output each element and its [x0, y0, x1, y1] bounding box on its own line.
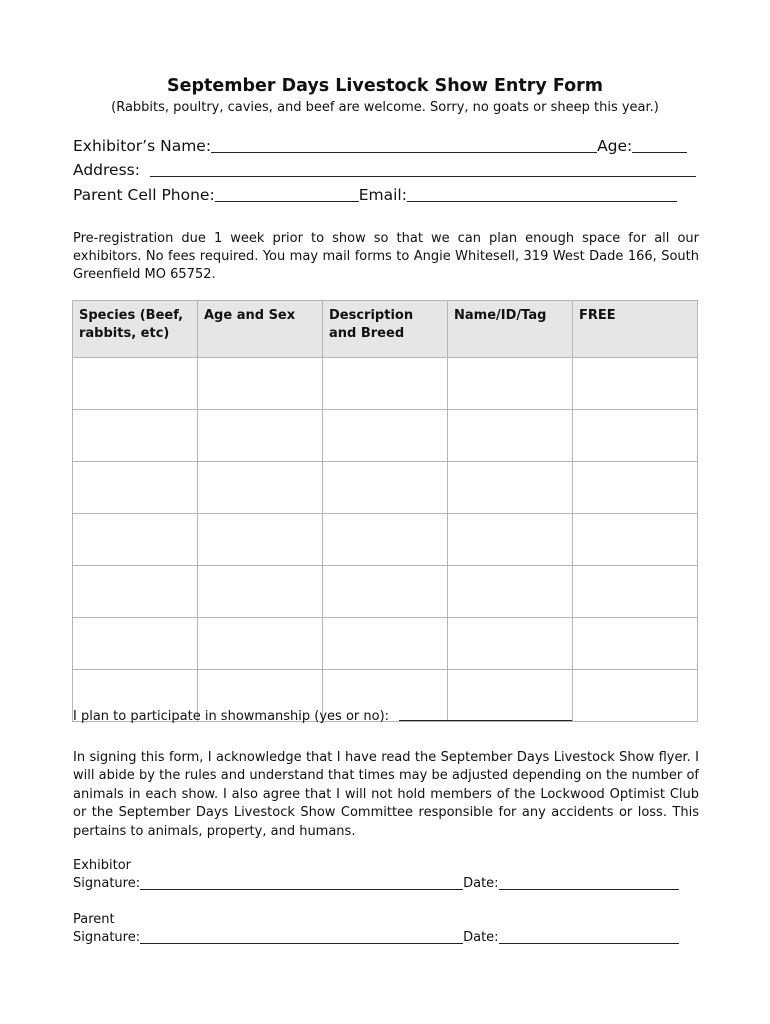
- exhibitor-date-field[interactable]: [499, 877, 679, 890]
- table-cell[interactable]: [573, 410, 698, 462]
- address-row: [73, 160, 696, 179]
- table-cell[interactable]: [198, 566, 323, 618]
- table-row: [73, 462, 698, 514]
- table-row: [73, 618, 698, 670]
- exhibitor-role-label: Exhibitor: [73, 858, 132, 873]
- table-cell[interactable]: [323, 358, 448, 410]
- table-cell[interactable]: [448, 410, 573, 462]
- parent-role-label: Parent: [73, 912, 115, 927]
- exhibitor-name-row: [73, 136, 687, 155]
- table-cell[interactable]: [198, 514, 323, 566]
- table-row: [73, 358, 698, 410]
- parent-signature-label: Signature:: [73, 930, 141, 945]
- parent-date-field[interactable]: [499, 931, 679, 944]
- exhibitor-signature-label: Signature:: [73, 876, 141, 891]
- parent-signature-field[interactable]: [140, 931, 463, 944]
- header-free: FREE: [573, 301, 698, 358]
- table-cell[interactable]: [573, 670, 698, 722]
- table-cell[interactable]: [73, 462, 198, 514]
- table-cell[interactable]: [448, 514, 573, 566]
- table-cell[interactable]: [448, 462, 573, 514]
- showmanship-label: I plan to participate in showmanship (yes or no):: [73, 709, 390, 724]
- table-cell[interactable]: [573, 566, 698, 618]
- parent-signature-block: [73, 911, 679, 947]
- parent-phone-field[interactable]: [215, 185, 359, 202]
- table-cell[interactable]: [73, 358, 198, 410]
- exhibitor-name-field[interactable]: [211, 136, 597, 153]
- table-header-row: [73, 301, 698, 358]
- table-row: [73, 410, 698, 462]
- table-cell[interactable]: [448, 566, 573, 618]
- contact-row: [73, 185, 677, 204]
- form-title: September Days Livestock Show Entry Form: [166, 76, 604, 96]
- exhibitor-signature-block: [73, 857, 679, 893]
- showmanship-field[interactable]: [399, 708, 572, 721]
- table-cell[interactable]: [198, 410, 323, 462]
- age-field[interactable]: [632, 136, 687, 153]
- parent-signature-row: [73, 929, 679, 947]
- preregistration-note: Pre-registration due 1 week prior to show so that we can plan enough space for all our exhibitors. No fees required. You may mail forms to Angie Whitesell, 319 West Dade 166, South Greenfield MO 65752.: [73, 231, 699, 282]
- table-cell[interactable]: [198, 618, 323, 670]
- table-cell[interactable]: [73, 618, 198, 670]
- email-field[interactable]: [407, 185, 677, 202]
- exhibitor-name-label: Exhibitor’s Name:: [73, 137, 212, 155]
- parent-phone-label: Parent Cell Phone:: [73, 186, 215, 204]
- table-cell[interactable]: [323, 462, 448, 514]
- table-cell[interactable]: [323, 514, 448, 566]
- form-subtitle: (Rabbits, poultry, cavies, and beef are welcome. Sorry, no goats or sheep this year.): [111, 100, 659, 115]
- showmanship-row: [73, 708, 572, 724]
- table-cell[interactable]: [323, 410, 448, 462]
- table-cell[interactable]: [73, 566, 198, 618]
- parent-date-label: Date:: [463, 930, 499, 945]
- table-row: [73, 566, 698, 618]
- table-cell[interactable]: [323, 618, 448, 670]
- table-cell[interactable]: [573, 358, 698, 410]
- header-description-breed: Description and Breed: [323, 301, 448, 358]
- agreement-text: In signing this form, I acknowledge that I have read the September Days Livestock Show flyer. I will abide by the rules and understand that times may be adjusted depending on the number of animals in each show. I also agree that I will not hold members of the Lockwood Optimist Club or the September Days Livestock Show Committee responsible for any accidents or loss. This pertains to animals, property, and humans.: [73, 750, 699, 839]
- animal-entry-table: [72, 300, 698, 722]
- header-species: Species (Beef, rabbits, etc): [73, 301, 198, 358]
- table-cell[interactable]: [573, 514, 698, 566]
- table-cell[interactable]: [573, 462, 698, 514]
- exhibitor-signature-row: [73, 875, 679, 893]
- table-cell[interactable]: [448, 358, 573, 410]
- table-cell[interactable]: [73, 514, 198, 566]
- exhibitor-date-label: Date:: [463, 876, 499, 891]
- table-cell[interactable]: [73, 410, 198, 462]
- table-row: [73, 514, 698, 566]
- table-cell[interactable]: [448, 618, 573, 670]
- exhibitor-signature-field[interactable]: [140, 877, 463, 890]
- header-name-id-tag: Name/ID/Tag: [448, 301, 573, 358]
- table-cell[interactable]: [323, 566, 448, 618]
- table-cell[interactable]: [198, 358, 323, 410]
- address-field[interactable]: [150, 160, 696, 177]
- address-label: Address:: [73, 161, 140, 179]
- header-age-sex: Age and Sex: [198, 301, 323, 358]
- table-cell[interactable]: [573, 618, 698, 670]
- email-label: Email:: [358, 186, 407, 204]
- table-cell[interactable]: [198, 462, 323, 514]
- age-label: Age:: [597, 137, 633, 155]
